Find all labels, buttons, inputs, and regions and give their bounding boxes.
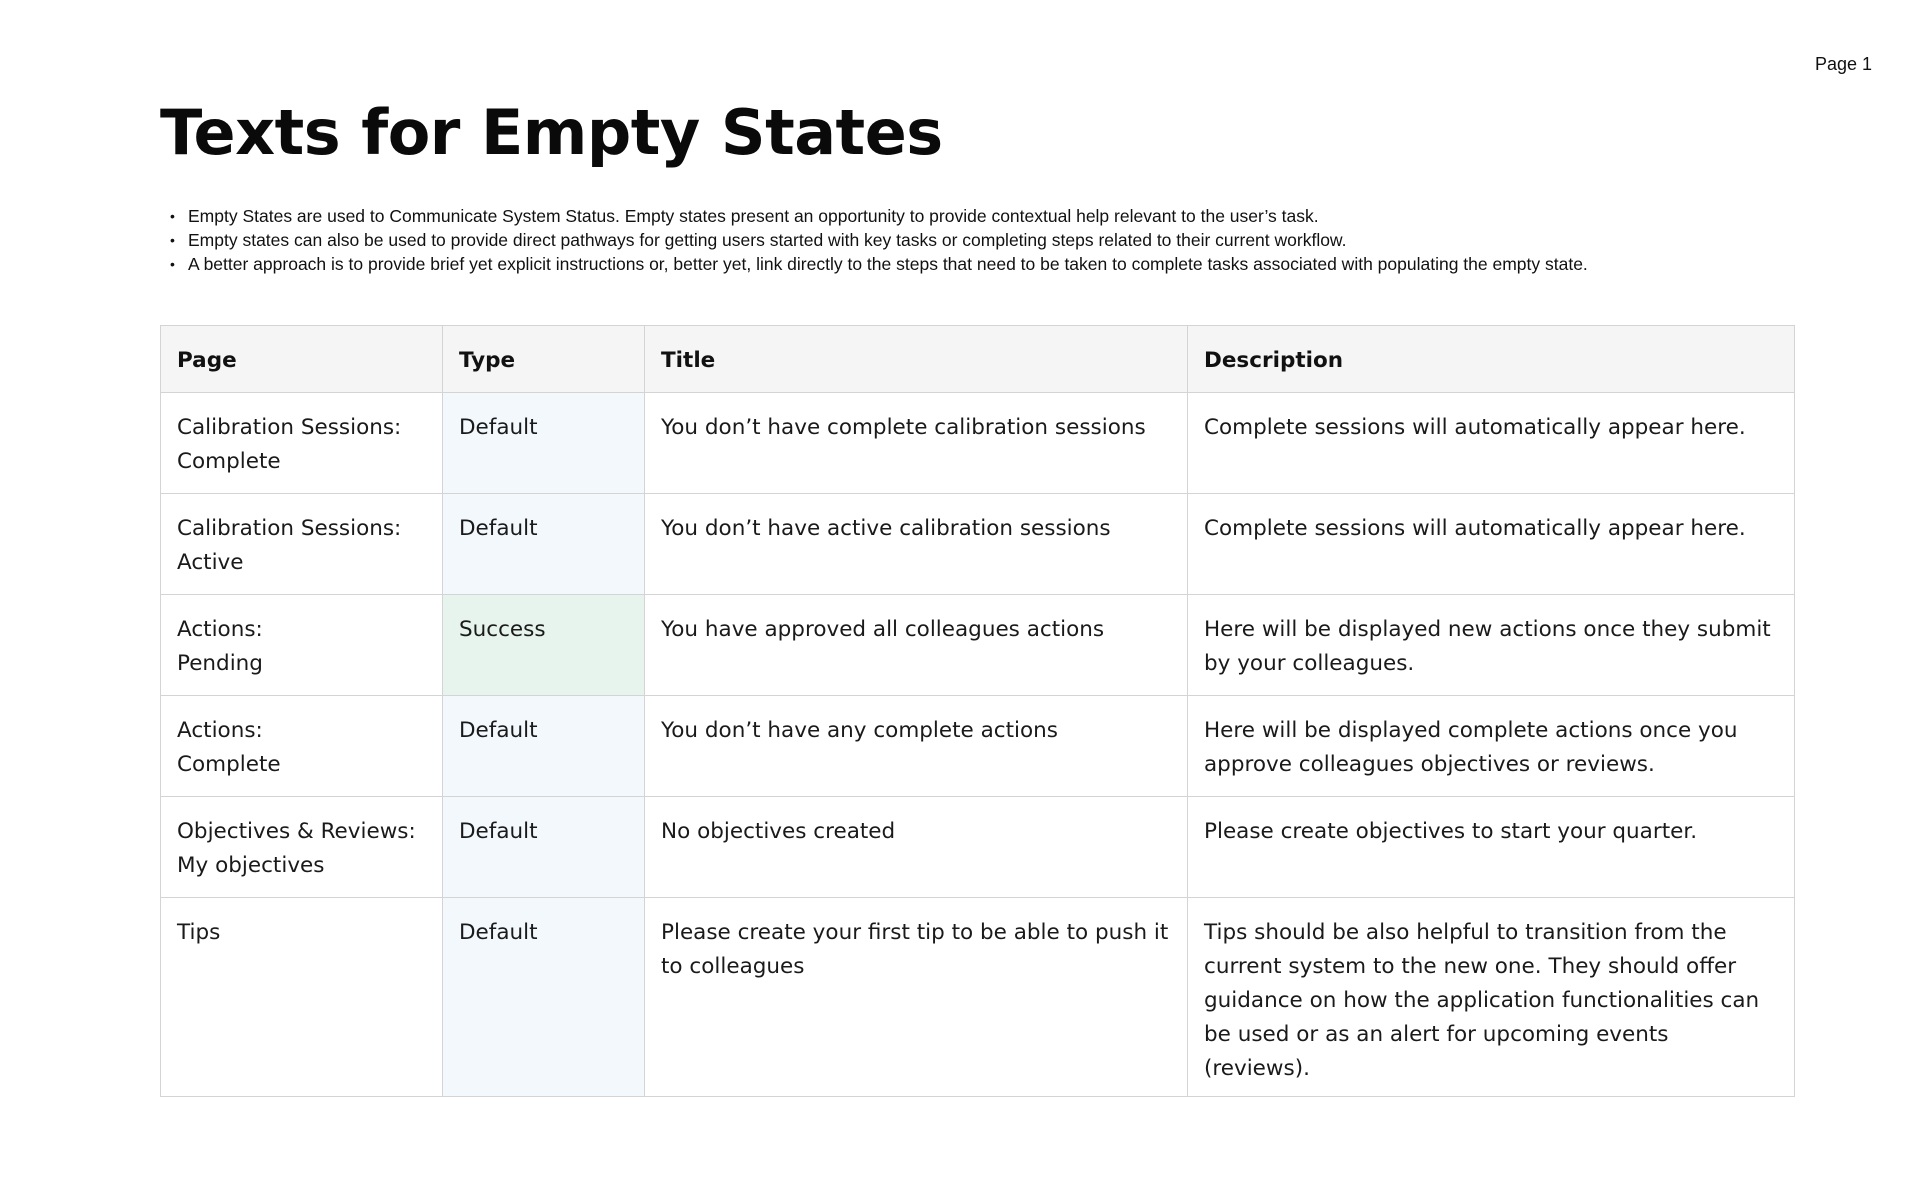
table-row [161, 898, 1795, 1097]
page-title: Texts for Empty States [160, 96, 943, 169]
cell-type: Default [443, 797, 645, 898]
page-line-1: Tips [177, 920, 221, 945]
header-type: Type [443, 326, 645, 393]
page-line-2: My objectives [177, 853, 325, 878]
cell-title: You don’t have any complete actions [645, 696, 1188, 797]
bullet-icon: • [170, 232, 175, 248]
cell-type: Default [443, 696, 645, 797]
table-row [161, 696, 1795, 797]
cell-title: You don’t have complete calibration sessions [645, 393, 1188, 494]
table-row [161, 393, 1795, 494]
intro-item [168, 252, 1588, 276]
cell-title: No objectives created [645, 797, 1188, 898]
cell-title: You have approved all colleagues actions [645, 595, 1188, 696]
page-line-2: Pending [177, 651, 263, 676]
cell-description: Complete sessions will automatically appear here. [1188, 494, 1795, 595]
cell-description: Here will be displayed complete actions once you approve colleagues objectives or reviews. [1188, 696, 1795, 797]
cell-description: Complete sessions will automatically appear here. [1188, 393, 1795, 494]
intro-item [168, 228, 1588, 252]
cell-type: Success [443, 595, 645, 696]
page-line-2: Complete [177, 449, 281, 474]
page-line-2: Active [177, 550, 244, 575]
cell-title: Please create your first tip to be able to push it to colleagues [645, 898, 1188, 1097]
intro-text: Empty States are used to Communicate System Status. Empty states present an opportunity to provide contextual help relevant to the user’s task. [188, 206, 1319, 226]
intro-text: Empty states can also be used to provide direct pathways for getting users started with key tasks or completing steps related to their current workflow. [188, 230, 1347, 250]
page-number: Page 1 [1814, 54, 1872, 74]
bullet-icon: • [170, 256, 175, 272]
header-description: Description [1188, 326, 1795, 393]
page-line-2: Complete [177, 752, 281, 777]
table-header-row [161, 326, 1795, 393]
table-row [161, 494, 1795, 595]
table-row [161, 595, 1795, 696]
page-line-1: Calibration Sessions: [177, 415, 402, 440]
cell-page [161, 898, 443, 1097]
cell-page [161, 797, 443, 898]
cell-type: Default [443, 494, 645, 595]
table-row [161, 797, 1795, 898]
cell-page [161, 494, 443, 595]
intro-item [168, 204, 1588, 228]
intro-text: A better approach is to provide brief yet explicit instructions or, better yet, link directly to the steps that need to be taken to complete tasks associated with populating the empty state. [188, 254, 1588, 274]
header-title: Title [645, 326, 1188, 393]
page-line-1: Objectives & Reviews: [177, 819, 416, 844]
cell-type: Default [443, 898, 645, 1097]
cell-description: Here will be displayed new actions once they submit by your colleagues. [1188, 595, 1795, 696]
bullet-icon: • [170, 208, 175, 224]
page-line-1: Actions: [177, 617, 263, 642]
intro-list [168, 204, 1588, 276]
cell-description: Please create objectives to start your quarter. [1188, 797, 1795, 898]
page-line-1: Actions: [177, 718, 263, 743]
cell-type: Default [443, 393, 645, 494]
header-page: Page [161, 326, 443, 393]
cell-page [161, 393, 443, 494]
cell-description: Tips should be also helpful to transition from the current system to the new one. They should offer guidance on how the application functionalities can be used or as an alert for upcoming events (reviews). [1188, 898, 1795, 1097]
cell-title: You don’t have active calibration sessions [645, 494, 1188, 595]
page-line-1: Calibration Sessions: [177, 516, 402, 541]
cell-page [161, 595, 443, 696]
cell-page [161, 696, 443, 797]
empty-states-table [160, 325, 1795, 1097]
